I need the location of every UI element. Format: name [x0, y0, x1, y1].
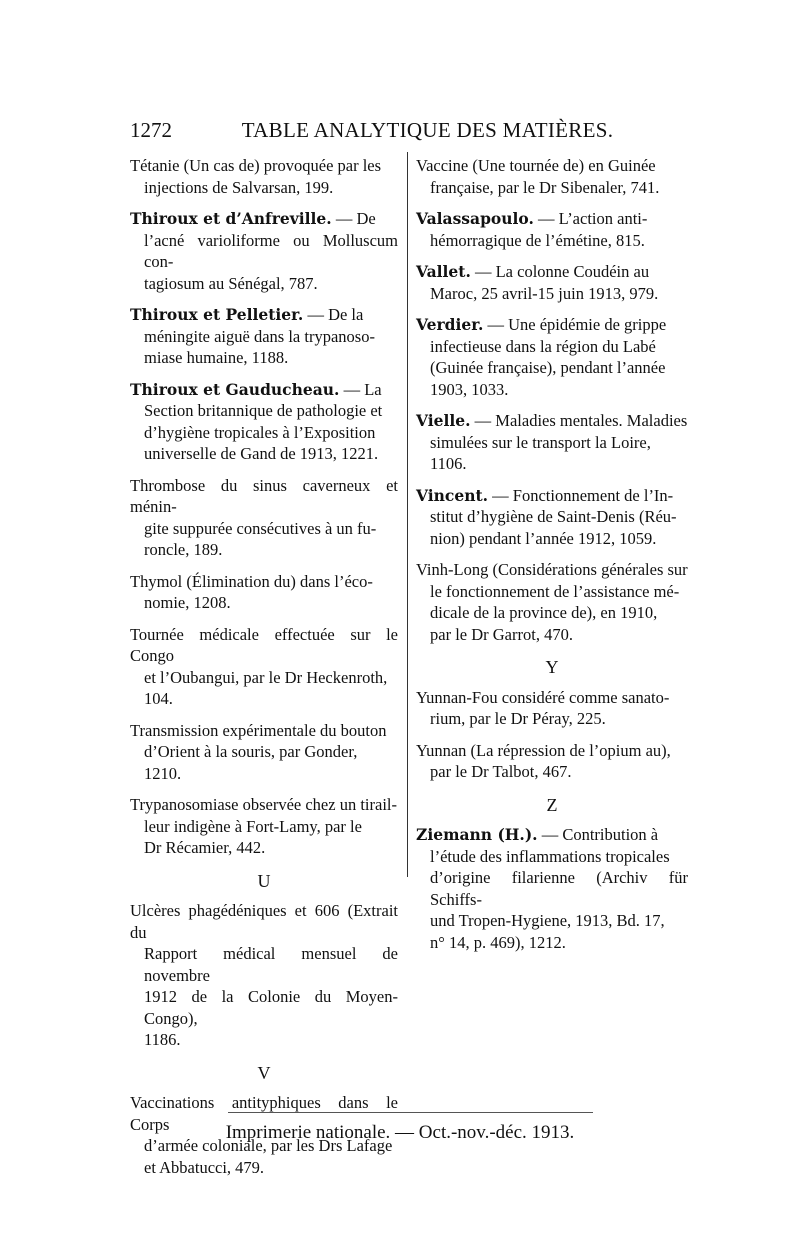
entry-text-line: — La colonne Coudéin au [470, 262, 650, 281]
index-entry [130, 900, 398, 1051]
entry-text-line: — Une épidémie de grippe [483, 315, 667, 334]
entry-text-line: — Contribution à [537, 825, 659, 844]
entry-text-line: Thymol (Élimination du) dans l’éco- [130, 571, 373, 591]
entry-text-line: rium, par le Dr Péray, 225. [430, 709, 606, 728]
index-entry [416, 740, 688, 783]
entry-text-line: universelle de Gand de 1913, 1221. [144, 444, 379, 463]
entry-text-line: infectieuse dans la région du Labé [430, 336, 656, 356]
entry-text-line: nion) pendant l’année 1912, 1059. [430, 528, 657, 548]
page-header [130, 118, 685, 148]
entry-text-line: par le Dr Garrot, 470. [430, 624, 573, 644]
entry-text-line: méningite aiguë dans la trypanoso- [144, 326, 375, 346]
entry-text-line: — La [339, 379, 382, 399]
entry-text-line: 1186. [144, 1030, 181, 1049]
entry-text-line: — Fonctionnement de l’In- [488, 485, 674, 505]
entry-text-line: — L’action anti- [533, 209, 648, 228]
entry-text-line: — De la [303, 305, 364, 324]
entry-text-line: — Maladies mentales. Maladies [470, 411, 688, 430]
entry-author-name: Vielle. [416, 411, 471, 430]
left-column [130, 155, 398, 1188]
index-entry [130, 304, 398, 369]
entry-author-name: Thiroux et Gauducheau. [130, 379, 340, 399]
entry-text-line: d’Orient à la souris, par Gonder, [144, 742, 358, 761]
entry-text-line: Maroc, 25 avril-15 juin 1913, 979. [430, 283, 659, 303]
entry-text-line: 1106. [430, 454, 467, 473]
entry-text-line: Rapport médical mensuel de novembre [144, 944, 398, 985]
entry-text-line: und Tropen-Hygiene, 1913, Bd. 17, [430, 911, 665, 930]
entry-text-line: le fonctionnement de l’assistance mé- [430, 581, 680, 601]
entry-author-name: Verdier. [416, 315, 484, 334]
entry-text-line: l’acné varioliforme ou Molluscum con- [144, 230, 398, 271]
index-entry [130, 571, 398, 614]
index-entry [130, 208, 398, 294]
entry-text-line: 1903, 1033. [430, 379, 509, 399]
index-entry [130, 794, 398, 859]
entry-text-line: roncle, 189. [144, 540, 223, 559]
entry-text-line: Vaccinations antityphiques dans le Corps [130, 1093, 398, 1134]
entry-text-line: hémorragique de l’émétine, 815. [430, 230, 645, 250]
right-column [416, 155, 688, 963]
entry-text-line: injections de Salvarsan, 199. [144, 177, 334, 197]
entry-text-line: gite suppurée consécutives à un fu- [144, 518, 377, 538]
page-title: TABLE ANALYTIQUE DES MATIÈRES. [241, 118, 614, 142]
footer-rule [228, 1112, 593, 1113]
entry-text-line: Ulcères phagédéniques et 606 (Extrait du [130, 901, 398, 942]
index-entry [416, 485, 688, 550]
entry-text-line: tagiosum au Sénégal, 787. [144, 273, 318, 293]
entry-text-line: nomie, 1208. [144, 593, 231, 612]
section-letter-heading: V [257, 1062, 271, 1083]
index-entry [416, 314, 688, 400]
entry-text-line: française, par le Dr Sibenaler, 741. [430, 177, 660, 197]
entry-text-line: n° 14, p. 469), 1212. [430, 932, 566, 952]
entry-text-line: Tétanie (Un cas de) provoquée par les [130, 156, 382, 175]
entry-text-line: Dr Récamier, 442. [144, 838, 266, 857]
index-entry [416, 687, 688, 730]
page-number: 1272 [130, 118, 172, 142]
index-entry [416, 261, 688, 304]
entry-text-line: Vaccine (Une tournée de) en Guinée [416, 156, 656, 175]
entry-text-line: Vinh-Long (Considérations générales sur [416, 560, 688, 579]
printer-footer: Imprimerie nationale. — Oct.-nov.-déc. 1913. [225, 1122, 575, 1143]
index-entry [416, 410, 688, 475]
entry-author-name: Ziemann (H.). [416, 825, 538, 844]
entry-text-line: stitut d’hygiène de Saint-Denis (Réu- [430, 507, 677, 526]
entry-text-line: miase humaine, 1188. [144, 348, 289, 367]
entry-text-line: d’origine filarienne (Archiv für Schiffs- [430, 868, 688, 909]
index-entry [416, 559, 688, 645]
entry-author-name: Thiroux et d’Anfreville. [130, 209, 332, 228]
entry-author-name: Vallet. [416, 262, 471, 281]
entry-text-line: leur indigène à Fort-Lamy, par le [144, 816, 362, 836]
entry-text-line: et l’Oubangui, par le Dr Heckenroth, [144, 667, 388, 687]
entry-text-line: 104. [144, 689, 173, 708]
index-entry [130, 720, 398, 785]
entry-text-line: Yunnan-Fou considéré comme sanato- [416, 687, 670, 707]
entry-text-line: 1912 de la Colonie du Moyen-Congo), [144, 987, 398, 1028]
entry-text-line: 1210. [144, 763, 182, 783]
entry-text-line: et Abbatucci, 479. [144, 1157, 265, 1177]
entry-text-line: Section britannique de pathologie et [144, 401, 383, 420]
entry-text-line: Thrombose du sinus caverneux et ménin- [130, 475, 398, 516]
index-entry [130, 155, 398, 198]
index-entry [130, 475, 398, 561]
entry-author-name: Valassapoulo. [416, 209, 534, 228]
entry-text-line: par le Dr Talbot, 467. [430, 762, 572, 781]
section-letter-heading: U [257, 870, 271, 891]
entry-text-line: dicale de la province de), en 1910, [430, 603, 658, 622]
entry-text-line: Tournée médicale effectuée sur le Congo [130, 624, 398, 665]
entry-text-line: simulées sur le transport la Loire, [430, 432, 651, 452]
entry-text-line: d’hygiène tropicales à l’Exposition [144, 422, 376, 442]
index-entry [130, 379, 398, 465]
entry-text-line: d’armée coloniale, par les Drs Lafage [144, 1136, 393, 1155]
entry-text-line: l’étude des inflammations tropicales [430, 846, 670, 866]
entry-text-line: Transmission expérimentale du bouton [130, 720, 387, 740]
entry-author-name: Vincent. [416, 485, 489, 505]
entry-text-line: — De [331, 209, 376, 228]
index-entry [416, 824, 688, 953]
column-divider [407, 152, 408, 877]
index-entry [416, 208, 688, 251]
entry-text-line: (Guinée française), pendant l’année [430, 358, 666, 377]
section-letter-heading: Z [546, 794, 558, 815]
index-entry [416, 155, 688, 198]
entry-author-name: Thiroux et Pelletier. [130, 305, 304, 324]
section-letter-heading: Y [545, 657, 559, 677]
index-entry [130, 624, 398, 710]
entry-text-line: Trypanosomiase observée chez un tirail- [130, 795, 397, 814]
entry-text-line: Yunnan (La répression de l’opium au), [416, 740, 671, 760]
